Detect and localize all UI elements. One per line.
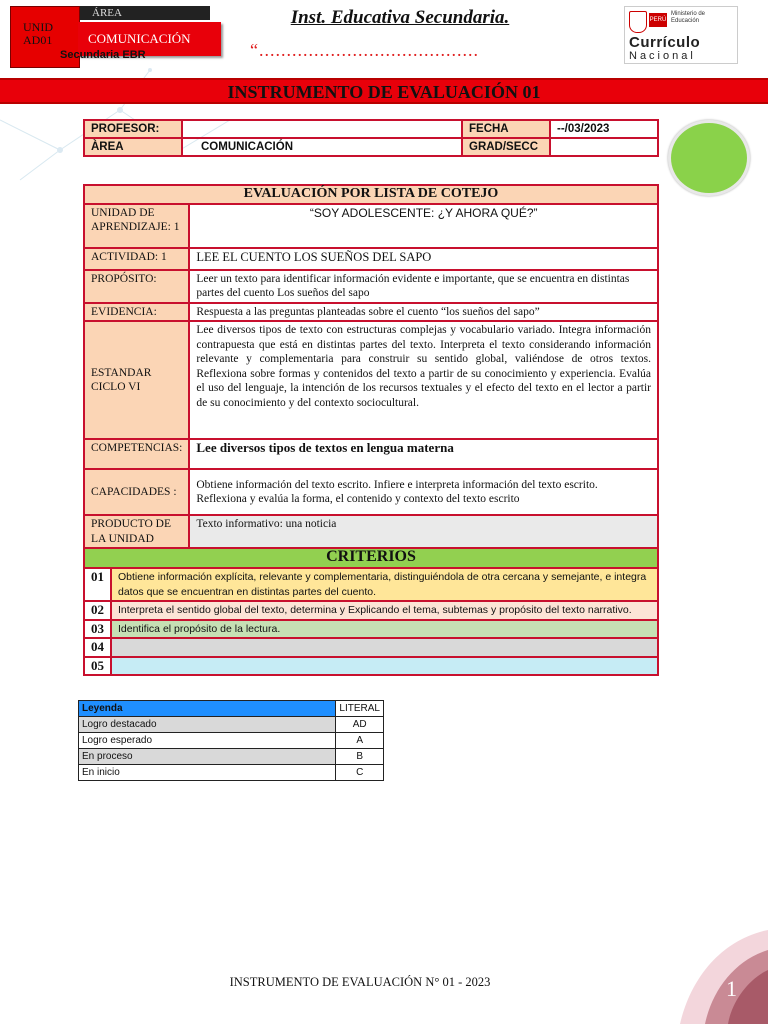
row-label-competencias: COMPETENCIAS: bbox=[84, 439, 189, 469]
unit-label: UNID AD01 bbox=[23, 20, 53, 47]
legend-label: Logro destacado bbox=[79, 717, 336, 733]
row-value-competencias: Lee diversos tipos de textos en lengua materna bbox=[189, 439, 658, 469]
profesor-value[interactable] bbox=[182, 120, 462, 138]
ministry-label: Ministerio de Educación bbox=[671, 11, 706, 24]
info-table bbox=[83, 119, 659, 157]
page-title: INSTRUMENTO DE EVALUACIÓN 01 bbox=[227, 82, 541, 102]
row-label-unidad: UNIDAD DE APRENDIZAJE: 1 bbox=[84, 204, 189, 248]
area-badge bbox=[80, 6, 210, 20]
row-label-actividad: ACTIVIDAD: 1 bbox=[84, 248, 189, 270]
row-label-capacidades: CAPACIDADES : bbox=[84, 469, 189, 515]
legend-code: B bbox=[336, 749, 384, 765]
page-number: 1 bbox=[726, 976, 737, 1001]
grado-label: GRAD/SECC bbox=[462, 138, 550, 156]
area-row-value: COMUNICACIÓN bbox=[182, 138, 462, 156]
criterion-text bbox=[111, 657, 658, 676]
fecha-value[interactable]: --/03/2023 bbox=[550, 120, 658, 138]
quote-line: “........................................ bbox=[250, 40, 479, 60]
logo-line-1: Currículo bbox=[629, 34, 701, 51]
criterion-number: 04 bbox=[84, 638, 111, 657]
legend-code: A bbox=[336, 733, 384, 749]
row-label-producto: PRODUCTO DE LA UNIDAD bbox=[84, 515, 189, 548]
footer-text: INSTRUMENTO DE EVALUACIÓN N° 01 - 2023 bbox=[229, 975, 491, 989]
criterion-number: 02 bbox=[84, 601, 111, 620]
logo-line-2: Nacional bbox=[629, 50, 696, 62]
area-label: ÁREA bbox=[92, 7, 122, 19]
criterion-number: 05 bbox=[84, 657, 111, 676]
legend-header: Leyenda bbox=[79, 701, 336, 717]
grado-value[interactable] bbox=[550, 138, 658, 156]
row-value-actividad: LEE EL CUENTO LOS SUEÑOS DEL SAPO bbox=[189, 248, 658, 270]
coat-of-arms-icon bbox=[629, 11, 647, 33]
fecha-label: FECHA bbox=[462, 120, 550, 138]
legend-label: En inicio bbox=[79, 765, 336, 781]
criterion-text: Interpreta el sentido global del texto, determina y Explicando el tema, subtemas y propósito del texto narrativo. bbox=[111, 601, 658, 620]
criterion-text bbox=[111, 638, 658, 657]
area-row-label: ÀREA bbox=[84, 138, 182, 156]
profesor-label: PROFESOR: bbox=[84, 120, 182, 138]
legend-label: En proceso bbox=[79, 749, 336, 765]
row-value-evidencia: Respuesta a las preguntas planteadas sobre el cuento “los sueños del sapo” bbox=[189, 303, 658, 322]
row-value-estandar: Lee diversos tipos de texto con estructuras complejas y vocabulario variado. Integra información contrapuesta que está en distintas partes del texto. Interpreta el texto considerando información relevante y complementaria para construir su sentido global, valiéndose de otros textos. Reflexiona sobre formas y contenidos del texto a partir de su conocimiento y experiencia. Evalúa el uso del lenguaje, la intención de los recursos textuales y el efecto del texto en el lector a partir de su conocimiento y del contexto sociocultural. bbox=[189, 321, 658, 439]
criteria-heading: CRITERIOS bbox=[84, 548, 658, 570]
literal-header: LITERAL bbox=[336, 701, 384, 717]
legend-table bbox=[78, 700, 384, 781]
criterion-number: 01 bbox=[84, 568, 111, 601]
row-value-producto: Texto informativo: una noticia bbox=[189, 515, 658, 548]
criterion-text: Identifica el propósito de la lectura. bbox=[111, 620, 658, 639]
score-circle bbox=[668, 120, 750, 196]
level-label: Secundaria EBR bbox=[60, 49, 146, 61]
criterion-text: Obtiene información explícita, relevante y complementaria, distinguiéndola de otra cercana y semejante, e integra datos que se encuentran en distintas partes del cuento. bbox=[111, 568, 658, 601]
evaluation-table bbox=[83, 184, 659, 571]
criteria-table bbox=[83, 567, 659, 676]
row-label-estandar: ESTANDAR CICLO VI bbox=[84, 321, 189, 439]
area-value: COMUNICACIÓN bbox=[88, 31, 191, 46]
row-label-proposito: PROPÓSITO: bbox=[84, 270, 189, 303]
evaluation-heading: EVALUACIÓN POR LISTA DE COTEJO bbox=[84, 185, 658, 204]
legend-code: AD bbox=[336, 717, 384, 733]
peru-flag-label: PERÚ bbox=[649, 13, 667, 27]
row-value-unidad: “SOY ADOLESCENTE: ¿Y AHORA QUÉ?” bbox=[189, 204, 658, 248]
row-value-capacidades: Obtiene información del texto escrito. Infiere e interpreta información del texto escrito. Reflexiona y evalúa la forma, el contenido y contexto del texto escrito bbox=[189, 469, 658, 515]
curriculo-nacional-logo bbox=[624, 6, 738, 64]
legend-code: C bbox=[336, 765, 384, 781]
row-value-proposito: Leer un texto para identificar información evidente e importante, que se encuentra en distintas partes del cuento Los sueños del sapo bbox=[189, 270, 658, 303]
legend-label: Logro esperado bbox=[79, 733, 336, 749]
criterion-number: 03 bbox=[84, 620, 111, 639]
row-label-evidencia: EVIDENCIA: bbox=[84, 303, 189, 322]
school-name: Inst. Educativa Secundaria. bbox=[290, 7, 510, 28]
